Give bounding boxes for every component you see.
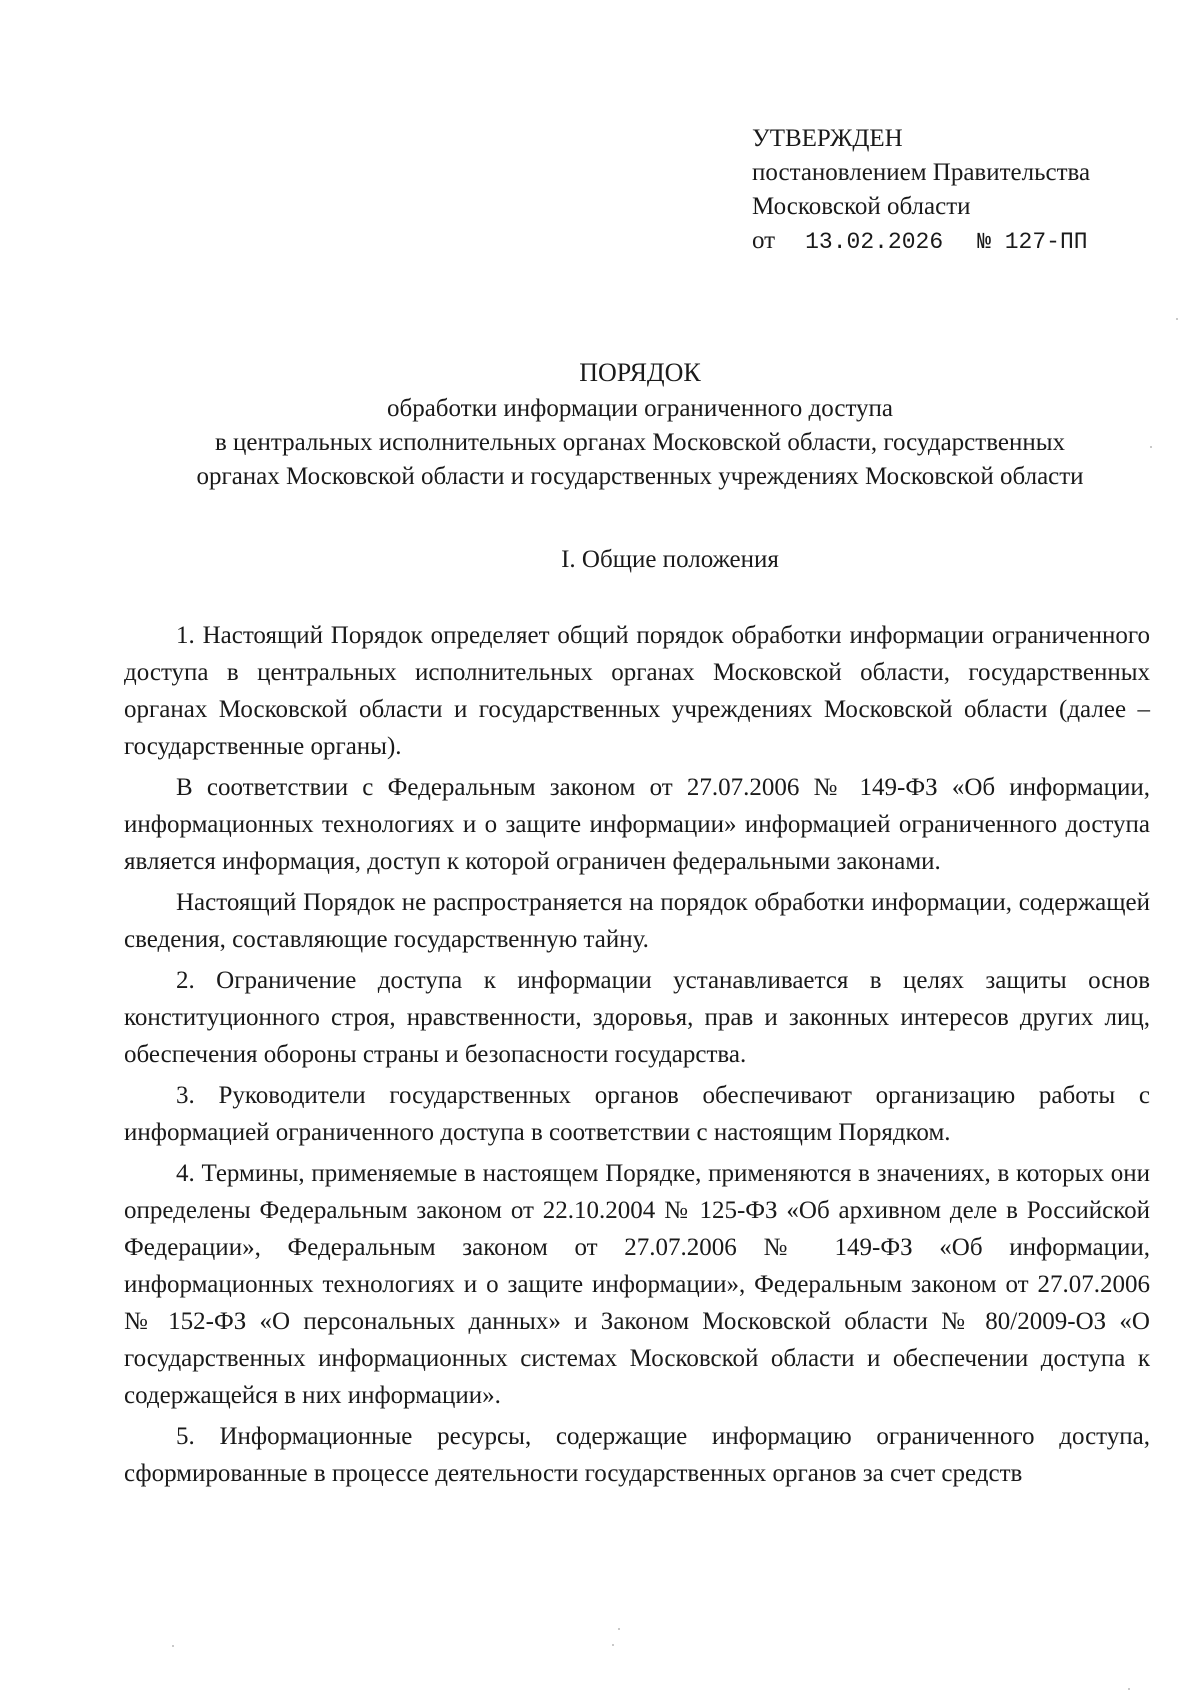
document-title-line-2: в центральных исполнительных органах Московской области, государственных <box>214 429 1066 456</box>
scan-speck <box>1128 1688 1130 1690</box>
approval-date-prefix: от <box>752 227 776 254</box>
scan-speck <box>1176 318 1178 320</box>
document-body <box>124 617 1150 1496</box>
approval-line-2: Московской области <box>752 193 971 220</box>
paragraph-1: 1. Настоящий Порядок определяет общий порядок обработки информации ограниченного доступа в центральных исполнительных органах Московской области, государственных органах Московской области и государственных учреждениях Московской области (далее – государственные органы). <box>124 622 1150 760</box>
approval-date-line <box>752 224 1090 259</box>
paragraph-4: 2. Ограничение доступа к информации устанавливается в целях защиты основ конституционного строя, нравственности, здоровья, прав и законных интересов других лиц, обеспечения обороны страны и безопасности государства. <box>124 967 1150 1068</box>
scan-speck <box>618 1628 620 1630</box>
paragraph-6: 4. Термины, применяемые в настоящем Порядке, применяются в значениях, в которых они определены Федеральным законом от 22.10.2004 № 125-ФЗ «Об архивном деле в Российской Федерации», Федеральным законом от 27.07.2006 № 149-ФЗ «Об информации, информационных технологиях и о защите информации», Федеральным законом от 27.07.2006 № 152-ФЗ «О персональных данных» и Законом Московской области № 80/2009-ОЗ «О государственных информационных системах Московской области и обеспечении доступа к содержащейся в них информации». <box>124 1160 1150 1409</box>
scan-speck <box>1150 446 1152 448</box>
paragraph-3: Настоящий Порядок не распространяется на порядок обработки информации, содержащей сведения, составляющие государственную тайну. <box>124 889 1150 953</box>
approval-date: 13.02.2026 <box>805 229 944 255</box>
document-title-line-3: органах Московской области и государственных учреждениях Московской области <box>196 463 1084 490</box>
paragraph-7: 5. Информационные ресурсы, содержащие информацию ограниченного доступа, сформированные в процессе деятельности государственных органов за счет средств <box>124 1423 1150 1487</box>
section-heading: I. Общие положения <box>561 546 779 573</box>
approval-number: № 127-ПП <box>977 229 1088 255</box>
document-title-line-1: обработки информации ограниченного доступа <box>386 395 894 422</box>
scan-speck <box>172 1645 174 1647</box>
document-title <box>100 356 1180 494</box>
document-title-main: ПОРЯДОК <box>579 358 701 387</box>
scan-speck <box>612 1644 614 1646</box>
paragraph-5: 3. Руководители государственных органов обеспечивают организацию работы с информацией ограниченного доступа в соответствии с настоящим Порядком. <box>124 1082 1150 1146</box>
paragraph-2: В соответствии с Федеральным законом от 27.07.2006 № 149-ФЗ «Об информации, информационных технологиях и о защите информации» информацией ограниченного доступа является информация, доступ к которой ограничен федеральными законами. <box>124 774 1150 875</box>
approval-heading: УТВЕРЖДЕН <box>752 125 903 152</box>
approval-stamp <box>752 122 1090 259</box>
approval-line-1: постановлением Правительства <box>752 159 1091 186</box>
